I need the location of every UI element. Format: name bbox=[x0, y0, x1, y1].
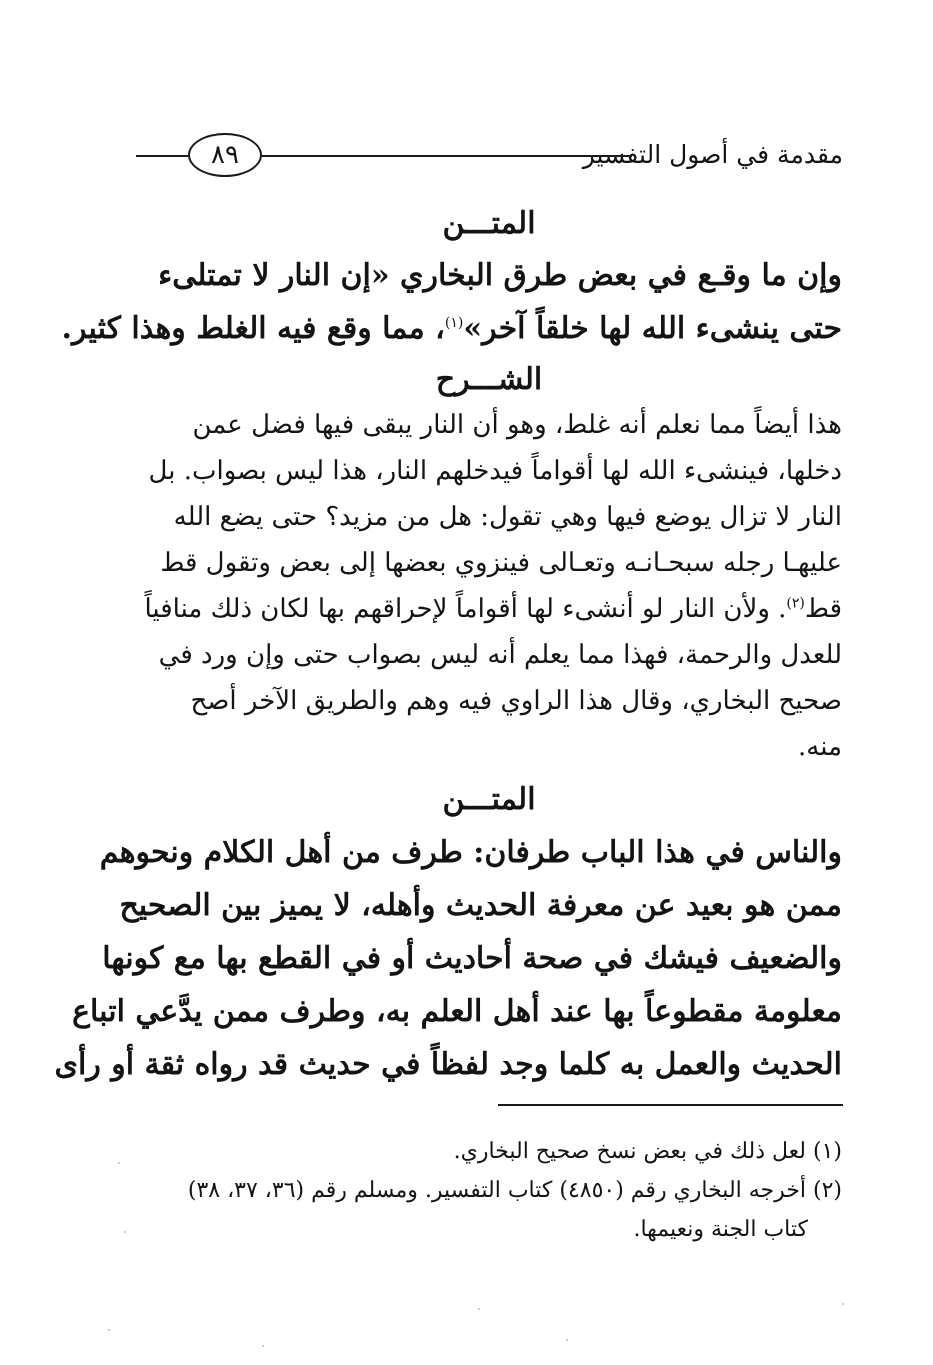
text-line: ممن هو بعيد عن معرفة الحديث وأهله، لا يميز بين الصحيح bbox=[119, 888, 842, 923]
text-line: معلومة مقطوعاً بها عند أهل العلم به، وطرف ممن يدَّعي اتباع bbox=[72, 994, 842, 1029]
text-line: صحيح البخاري، وقال هذا الراوي فيه وهم والطريق الآخر أصح bbox=[190, 686, 842, 716]
text-line: منه. bbox=[798, 732, 842, 762]
text-line: والناس في هذا الباب طرفان: طرف من أهل الكلام ونحوهم bbox=[99, 835, 842, 870]
page-number: ٨٩ bbox=[188, 133, 262, 177]
text-segment: ، مما وقع فيه الغلط وهذا كثير. bbox=[61, 311, 445, 346]
footnotes bbox=[136, 1132, 842, 1249]
footnote-separator bbox=[498, 1104, 843, 1106]
text-segment: قط bbox=[804, 594, 842, 624]
section-heading-sharh: الشـــرح bbox=[435, 362, 543, 397]
text-line: والضعيف فيشك في صحة أحاديث أو في القطع بها مع كونها bbox=[102, 941, 842, 976]
header-rule bbox=[262, 155, 632, 157]
text-line bbox=[61, 302, 842, 355]
footnote-1: (١) لعل ذلك في بعض نسخ صحيح البخاري. bbox=[453, 1139, 842, 1164]
text-line: وإن ما وقـع في بعض طرق البخاري «إن النار لا تمتلىء bbox=[158, 258, 842, 293]
header-rule-end bbox=[136, 155, 188, 157]
text-line: دخلها، فينشىء الله لها أقواماً فيدخلهم النار، هذا ليس بصواب. بل bbox=[148, 456, 842, 486]
running-title: مقدمة في أصول التفسير bbox=[582, 140, 843, 169]
text-segment: . ولأن النار لو أنشىء لها أقواماً لإحراقهم بها لكان ذلك منافياً bbox=[144, 594, 787, 624]
footnote-2: (٢) أخرجه البخاري رقم (٤٨٥٠) كتاب التفسير. ومسلم رقم (٣٦، ٣٧، ٣٨) bbox=[187, 1178, 842, 1203]
section-heading-matn: المتـــن bbox=[442, 206, 536, 241]
sharh-paragraph bbox=[136, 402, 842, 770]
footnote-ref[interactable]: (١) bbox=[444, 315, 464, 331]
section-heading-matn: المتـــن bbox=[442, 782, 536, 817]
matn-paragraph bbox=[61, 249, 842, 355]
footnote-2-continuation: كتاب الجنة ونعيمها. bbox=[633, 1217, 808, 1242]
text-line: النار لا تزال يوضع فيها وهي تقول: هل من مزيد؟ حتى يضع الله bbox=[173, 502, 842, 532]
text-line: هذا أيضاً مما نعلم أنه غلط، وهو أن النار يبقى فيها فضل عمن bbox=[192, 410, 842, 440]
footnote-ref[interactable]: (٢) bbox=[786, 595, 805, 612]
text-segment: حتى ينشىء الله لها خلقاً آخر» bbox=[463, 311, 842, 346]
text-line: للعدل والرحمة، فهذا مما يعلم أنه ليس بصواب حتى وإن ورد في bbox=[158, 640, 842, 670]
text-line: الحديث والعمل به كلما وجد لفظاً في حديث قد رواه ثقة أو رأى bbox=[54, 1047, 842, 1082]
matn-paragraph bbox=[54, 826, 842, 1091]
text-line bbox=[136, 586, 842, 632]
text-line: عليهـا رجله سبحـانـه وتعـالى فينزوي بعضها إلى بعض وتقول قط bbox=[160, 548, 842, 578]
